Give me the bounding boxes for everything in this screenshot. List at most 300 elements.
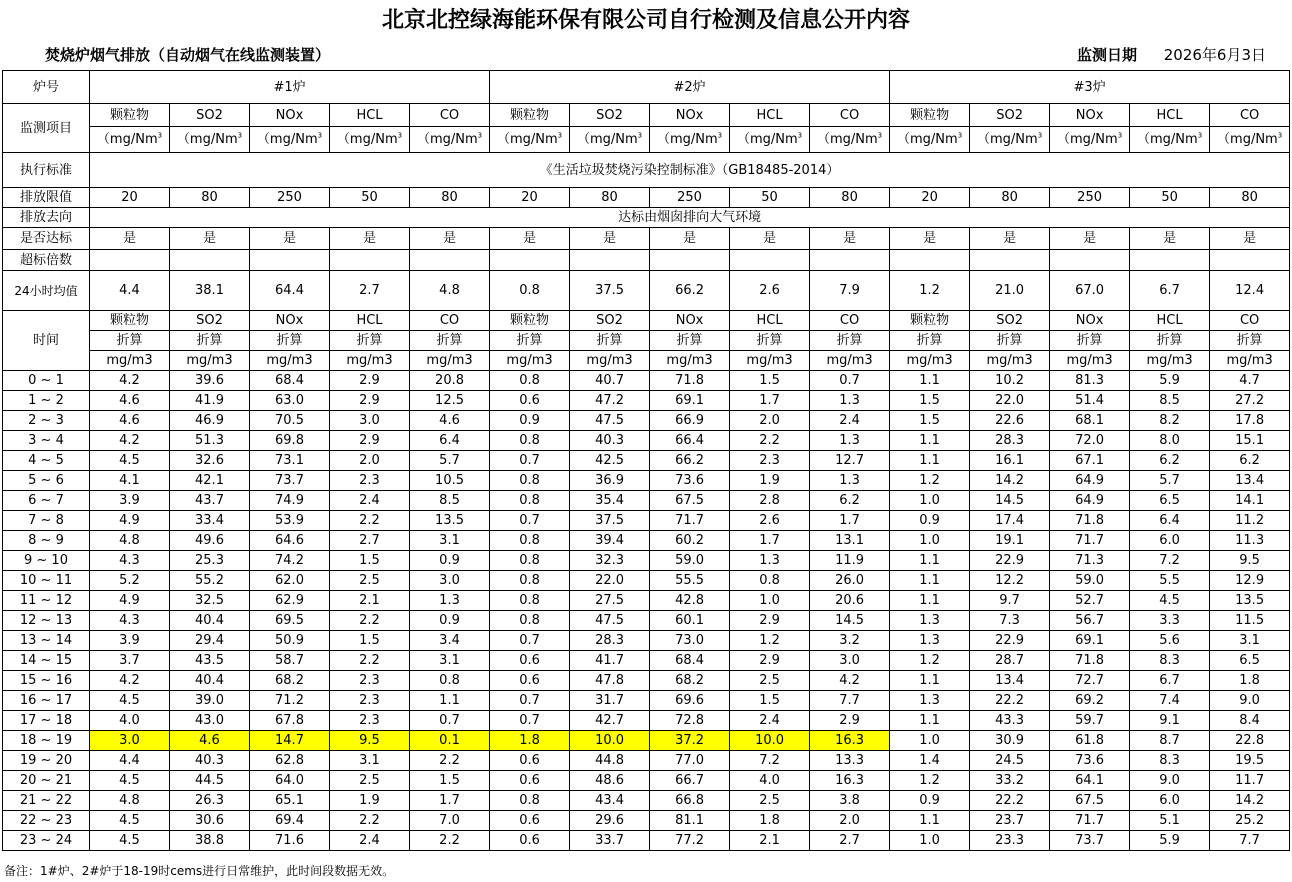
hourly-value: 2.2 <box>330 611 410 631</box>
hourly-value: 1.1 <box>890 811 970 831</box>
compliance-value: 是 <box>410 228 490 250</box>
unit-text: （mg/Nm <box>977 132 1038 147</box>
unit-header <box>1130 127 1210 153</box>
hourly-value: 3.9 <box>90 491 170 511</box>
hourly-value: 44.5 <box>170 771 250 791</box>
hourly-value: 8.3 <box>1130 751 1210 771</box>
average-value: 66.2 <box>650 271 730 311</box>
hourly-pollutant-header: CO <box>810 311 890 331</box>
hourly-value: 30.9 <box>970 731 1050 751</box>
unit-sup: 3 <box>477 131 483 140</box>
hourly-value: 4.2 <box>90 671 170 691</box>
hourly-value: 2.3 <box>330 691 410 711</box>
hourly-value: 9.5 <box>1210 551 1290 571</box>
hourly-value: 2.2 <box>330 651 410 671</box>
hourly-value: 69.4 <box>250 811 330 831</box>
unit-sup: 3 <box>397 131 403 140</box>
hourly-value: 3.1 <box>410 531 490 551</box>
hourly-value: 14.2 <box>1210 791 1290 811</box>
hourly-value: 0.8 <box>490 431 570 451</box>
hourly-value: 4.6 <box>410 411 490 431</box>
hourly-value: 22.8 <box>1210 731 1290 751</box>
hourly-value: 4.3 <box>90 611 170 631</box>
compliance-row <box>3 228 1290 250</box>
hourly-value: 26.0 <box>810 571 890 591</box>
hourly-value: 71.6 <box>250 831 330 851</box>
hourly-value: 1.5 <box>890 411 970 431</box>
hourly-value: 1.3 <box>810 391 890 411</box>
time-slot: 10 ~ 11 <box>3 571 90 591</box>
hourly-value: 9.0 <box>1210 691 1290 711</box>
hourly-value: 6.0 <box>1130 791 1210 811</box>
limit-value: 250 <box>250 188 330 208</box>
hourly-value: 71.8 <box>1050 511 1130 531</box>
hourly-value: 13.4 <box>970 671 1050 691</box>
time-slot: 14 ~ 15 <box>3 651 90 671</box>
hourly-value: 28.7 <box>970 651 1050 671</box>
hourly-value: 0.6 <box>490 391 570 411</box>
hourly-value: 44.8 <box>570 751 650 771</box>
hourly-value: 1.3 <box>890 691 970 711</box>
average-row <box>3 271 1290 311</box>
hourly-value: 60.1 <box>650 611 730 631</box>
hourly-value: 67.1 <box>1050 451 1130 471</box>
unit-text: （mg/Nm <box>1057 132 1118 147</box>
hourly-value: 14.5 <box>810 611 890 631</box>
time-slot: 9 ~ 10 <box>3 551 90 571</box>
hourly-value: 0.8 <box>490 471 570 491</box>
time-slot: 11 ~ 12 <box>3 591 90 611</box>
hourly-value: 53.9 <box>250 511 330 531</box>
limit-value: 20 <box>90 188 170 208</box>
converted-label: 折算 <box>410 331 490 351</box>
hourly-row <box>3 691 1290 711</box>
average-value: 12.4 <box>1210 271 1290 311</box>
exceed-value <box>170 250 250 271</box>
hourly-value: 8.2 <box>1130 411 1210 431</box>
time-slot: 16 ~ 17 <box>3 691 90 711</box>
pollutant-header: SO2 <box>570 104 650 127</box>
hourly-value: 2.2 <box>730 431 810 451</box>
unit-sup: 3 <box>797 131 803 140</box>
pollutant-header: 颗粒物 <box>890 104 970 127</box>
standard-row <box>3 153 1290 188</box>
hourly-value: 2.5 <box>730 671 810 691</box>
hourly-value: 71.7 <box>1050 811 1130 831</box>
compliance-value: 是 <box>570 228 650 250</box>
average-value: 38.1 <box>170 271 250 311</box>
hourly-value: 69.1 <box>1050 631 1130 651</box>
average-value: 21.0 <box>970 271 1050 311</box>
limit-value: 80 <box>1210 188 1290 208</box>
hourly-value: 13.1 <box>810 531 890 551</box>
hourly-value: 22.2 <box>970 791 1050 811</box>
hourly-value: 71.3 <box>1050 551 1130 571</box>
hourly-row <box>3 511 1290 531</box>
hourly-value: 32.3 <box>570 551 650 571</box>
row-label-furnace: 炉号 <box>3 71 90 104</box>
hourly-value: 64.0 <box>250 771 330 791</box>
hourly-value: 2.2 <box>330 811 410 831</box>
hourly-value: 3.1 <box>410 651 490 671</box>
converted-label: 折算 <box>730 331 810 351</box>
unit-sup: 3 <box>957 131 963 140</box>
hourly-value: 66.4 <box>650 431 730 451</box>
hourly-value: 51.3 <box>170 431 250 451</box>
compliance-value: 是 <box>490 228 570 250</box>
exceed-value <box>410 250 490 271</box>
pollutant-header: CO <box>1210 104 1290 127</box>
hourly-row <box>3 371 1290 391</box>
hourly-value: 0.8 <box>730 571 810 591</box>
hourly-value: 33.4 <box>170 511 250 531</box>
hourly-row <box>3 791 1290 811</box>
hourly-value: 1.2 <box>890 651 970 671</box>
row-label-exceed: 超标倍数 <box>3 250 90 271</box>
hourly-value: 15.1 <box>1210 431 1290 451</box>
hourly-value: 23.3 <box>970 831 1050 851</box>
converted-label: 折算 <box>330 331 410 351</box>
hourly-value: 43.7 <box>170 491 250 511</box>
hourly-row <box>3 671 1290 691</box>
hourly-value: 16.3 <box>810 731 890 751</box>
time-slot: 13 ~ 14 <box>3 631 90 651</box>
limit-value: 80 <box>810 188 890 208</box>
unit-sup: 3 <box>1037 131 1043 140</box>
limit-value: 50 <box>1130 188 1210 208</box>
furnace-2-header: #2炉 <box>490 71 890 104</box>
hourly-value: 2.9 <box>330 391 410 411</box>
hourly-value: 3.2 <box>810 631 890 651</box>
unit-header <box>1050 127 1130 153</box>
limit-value: 250 <box>650 188 730 208</box>
hourly-value: 1.9 <box>730 471 810 491</box>
compliance-value: 是 <box>330 228 410 250</box>
hourly-value: 0.8 <box>490 611 570 631</box>
hourly-pollutant-header: 颗粒物 <box>490 311 570 331</box>
hourly-value: 2.0 <box>810 811 890 831</box>
hourly-value: 0.6 <box>490 771 570 791</box>
compliance-value: 是 <box>970 228 1050 250</box>
hourly-value: 25.3 <box>170 551 250 571</box>
standard-text: 《生活垃圾焚烧污染控制标准》（GB18485-2014） <box>90 153 1290 188</box>
hourly-value: 4.5 <box>90 451 170 471</box>
compliance-value: 是 <box>170 228 250 250</box>
hourly-value: 1.0 <box>890 491 970 511</box>
time-slot: 18 ~ 19 <box>3 731 90 751</box>
hourly-value: 62.8 <box>250 751 330 771</box>
hourly-value: 67.8 <box>250 711 330 731</box>
compliance-value: 是 <box>810 228 890 250</box>
hourly-value: 1.1 <box>890 711 970 731</box>
hourly-value: 6.2 <box>810 491 890 511</box>
hourly-value: 4.8 <box>90 531 170 551</box>
hourly-value: 4.5 <box>90 771 170 791</box>
hourly-value: 2.4 <box>810 411 890 431</box>
unit-header <box>490 127 570 153</box>
hourly-value: 0.8 <box>490 371 570 391</box>
hourly-value: 2.3 <box>330 671 410 691</box>
hourly-pollutant-header: HCL <box>330 311 410 331</box>
hourly-value: 0.8 <box>490 531 570 551</box>
row-label-time: 时间 <box>3 311 90 371</box>
hourly-value: 2.9 <box>730 611 810 631</box>
hourly-row <box>3 811 1290 831</box>
average-value: 67.0 <box>1050 271 1130 311</box>
unit-sup: 3 <box>1117 131 1123 140</box>
compliance-value: 是 <box>1210 228 1290 250</box>
converted-label: 折算 <box>250 331 330 351</box>
hourly-row <box>3 651 1290 671</box>
hourly-value: 16.1 <box>970 451 1050 471</box>
hourly-value: 33.2 <box>970 771 1050 791</box>
hourly-value: 65.1 <box>250 791 330 811</box>
hourly-row <box>3 831 1290 851</box>
unit-header <box>90 127 170 153</box>
pollutant-header: 颗粒物 <box>490 104 570 127</box>
hourly-value: 1.7 <box>410 791 490 811</box>
hourly-value: 72.7 <box>1050 671 1130 691</box>
hourly-value: 26.3 <box>170 791 250 811</box>
hourly-value: 7.2 <box>1130 551 1210 571</box>
hourly-value: 1.1 <box>890 371 970 391</box>
hourly-pollutant-header: NOx <box>250 311 330 331</box>
hourly-value: 14.7 <box>250 731 330 751</box>
hourly-value: 22.2 <box>970 691 1050 711</box>
hourly-value: 1.1 <box>890 551 970 571</box>
unit-sup: 3 <box>717 131 723 140</box>
unit-text: （mg/Nm <box>897 132 958 147</box>
exceed-value <box>90 250 170 271</box>
hourly-pollutant-header: SO2 <box>570 311 650 331</box>
hourly-value: 74.9 <box>250 491 330 511</box>
hourly-value: 33.7 <box>570 831 650 851</box>
hourly-value: 71.7 <box>650 511 730 531</box>
hourly-value: 3.8 <box>810 791 890 811</box>
hourly-row <box>3 431 1290 451</box>
exceed-value <box>1050 250 1130 271</box>
section-subtitle: 焚烧炉烟气排放（自动烟气在线监测装置） <box>45 46 331 64</box>
unit-header <box>890 127 970 153</box>
unit-text: （mg/Nm <box>176 132 238 147</box>
hourly-value: 41.9 <box>170 391 250 411</box>
hourly-value: 13.4 <box>1210 471 1290 491</box>
hourly-value: 4.2 <box>90 371 170 391</box>
hourly-row <box>3 531 1290 551</box>
hourly-value: 8.4 <box>1210 711 1290 731</box>
hourly-value: 22.9 <box>970 551 1050 571</box>
hourly-value: 49.6 <box>170 531 250 551</box>
hourly-value: 1.1 <box>410 691 490 711</box>
hourly-value: 6.4 <box>410 431 490 451</box>
hourly-unit: mg/m3 <box>490 351 570 371</box>
hourly-value: 7.4 <box>1130 691 1210 711</box>
hourly-value: 72.0 <box>1050 431 1130 451</box>
unit-text: （mg/Nm <box>656 132 718 147</box>
time-slot: 22 ~ 23 <box>3 811 90 831</box>
hourly-value: 0.6 <box>490 831 570 851</box>
hourly-value: 43.3 <box>970 711 1050 731</box>
hourly-value: 4.0 <box>90 711 170 731</box>
hourly-value: 40.4 <box>170 671 250 691</box>
hourly-value: 3.0 <box>810 651 890 671</box>
hourly-value: 68.4 <box>250 371 330 391</box>
hourly-value: 27.2 <box>1210 391 1290 411</box>
average-value: 6.7 <box>1130 271 1210 311</box>
hourly-value: 5.7 <box>1130 471 1210 491</box>
hourly-value: 42.8 <box>650 591 730 611</box>
hourly-row <box>3 391 1290 411</box>
limit-row <box>3 188 1290 208</box>
hourly-value: 22.0 <box>570 571 650 591</box>
hourly-value: 2.2 <box>410 751 490 771</box>
converted-label: 折算 <box>650 331 730 351</box>
hourly-value: 69.6 <box>650 691 730 711</box>
hourly-value: 4.5 <box>90 691 170 711</box>
hourly-value: 19.5 <box>1210 751 1290 771</box>
hourly-row <box>3 631 1290 651</box>
hourly-row <box>3 591 1290 611</box>
hourly-pollutant-header: CO <box>410 311 490 331</box>
hourly-value: 73.1 <box>250 451 330 471</box>
hourly-value: 1.7 <box>730 391 810 411</box>
converted-label: 折算 <box>170 331 250 351</box>
hourly-unit: mg/m3 <box>250 351 330 371</box>
pollutant-header: HCL <box>330 104 410 127</box>
hourly-value: 10.0 <box>730 731 810 751</box>
hourly-value: 12.2 <box>970 571 1050 591</box>
hourly-value: 1.1 <box>890 591 970 611</box>
hourly-value: 9.7 <box>970 591 1050 611</box>
hourly-value: 56.7 <box>1050 611 1130 631</box>
limit-value: 80 <box>410 188 490 208</box>
average-value: 7.9 <box>810 271 890 311</box>
hourly-value: 22.6 <box>970 411 1050 431</box>
hourly-value: 66.9 <box>650 411 730 431</box>
hourly-value: 1.3 <box>410 591 490 611</box>
exceed-value <box>650 250 730 271</box>
hourly-value: 1.4 <box>890 751 970 771</box>
hourly-value: 8.5 <box>410 491 490 511</box>
hourly-value: 81.1 <box>650 811 730 831</box>
exceed-value <box>250 250 330 271</box>
unit-text: （mg/Nm <box>816 132 878 147</box>
hourly-value: 73.6 <box>1050 751 1130 771</box>
exceed-value <box>810 250 890 271</box>
hourly-row <box>3 571 1290 591</box>
hourly-value: 59.0 <box>1050 571 1130 591</box>
hourly-unit: mg/m3 <box>730 351 810 371</box>
hourly-value: 2.6 <box>730 511 810 531</box>
hourly-value: 6.0 <box>1130 531 1210 551</box>
hourly-value: 10.5 <box>410 471 490 491</box>
hourly-value: 11.9 <box>810 551 890 571</box>
hourly-value: 55.5 <box>650 571 730 591</box>
hourly-value: 2.4 <box>330 491 410 511</box>
hourly-value: 3.1 <box>1210 631 1290 651</box>
hourly-value: 60.2 <box>650 531 730 551</box>
hourly-value: 2.5 <box>330 571 410 591</box>
hourly-value: 7.7 <box>810 691 890 711</box>
hourly-value: 42.5 <box>570 451 650 471</box>
hourly-value: 13.3 <box>810 751 890 771</box>
hourly-value: 2.5 <box>330 771 410 791</box>
hourly-value: 29.6 <box>570 811 650 831</box>
hourly-row <box>3 471 1290 491</box>
unit-text: （mg/Nm <box>1217 132 1278 147</box>
hourly-value: 48.6 <box>570 771 650 791</box>
date-value: 2026年6月3日 <box>1163 46 1266 64</box>
hourly-value: 1.8 <box>1210 671 1290 691</box>
row-label-compliant: 是否达标 <box>3 228 90 250</box>
hourly-value: 5.6 <box>1130 631 1210 651</box>
hourly-value: 67.5 <box>650 491 730 511</box>
average-value: 4.4 <box>90 271 170 311</box>
unit-sup: 3 <box>237 131 243 140</box>
hourly-row <box>3 551 1290 571</box>
unit-sup: 3 <box>1277 131 1283 140</box>
hourly-value: 6.2 <box>1210 451 1290 471</box>
hourly-value: 4.6 <box>170 731 250 751</box>
hourly-value: 73.0 <box>650 631 730 651</box>
row-label-items: 监测项目 <box>3 104 90 153</box>
hourly-value: 8.7 <box>1130 731 1210 751</box>
hourly-value: 47.8 <box>570 671 650 691</box>
time-slot: 12 ~ 13 <box>3 611 90 631</box>
hourly-value: 2.2 <box>410 831 490 851</box>
hourly-value: 10.2 <box>970 371 1050 391</box>
hourly-value: 42.7 <box>570 711 650 731</box>
hourly-pollutant-header: HCL <box>1130 311 1210 331</box>
hourly-value: 3.3 <box>1130 611 1210 631</box>
hourly-value: 3.0 <box>330 411 410 431</box>
compliance-value: 是 <box>1050 228 1130 250</box>
hourly-row <box>3 771 1290 791</box>
hourly-value: 2.4 <box>730 711 810 731</box>
compliance-value: 是 <box>730 228 810 250</box>
hourly-value: 0.6 <box>490 651 570 671</box>
hourly-value: 5.2 <box>90 571 170 591</box>
hourly-value: 2.9 <box>330 371 410 391</box>
hourly-value: 1.5 <box>330 551 410 571</box>
hourly-value: 62.9 <box>250 591 330 611</box>
hourly-value: 7.7 <box>1210 831 1290 851</box>
hourly-value: 6.5 <box>1210 651 1290 671</box>
hourly-value: 31.7 <box>570 691 650 711</box>
limit-value: 80 <box>170 188 250 208</box>
hourly-row <box>3 611 1290 631</box>
hourly-value: 3.4 <box>410 631 490 651</box>
pollutant-header: HCL <box>1130 104 1210 127</box>
hourly-value: 14.5 <box>970 491 1050 511</box>
hourly-value: 1.0 <box>730 591 810 611</box>
hourly-value: 11.3 <box>1210 531 1290 551</box>
hourly-value: 68.2 <box>650 671 730 691</box>
hourly-value: 73.7 <box>1050 831 1130 851</box>
hourly-row <box>3 711 1290 731</box>
hourly-value: 69.5 <box>250 611 330 631</box>
hourly-value: 0.1 <box>410 731 490 751</box>
hourly-value: 40.7 <box>570 371 650 391</box>
hourly-value: 37.2 <box>650 731 730 751</box>
converted-label: 折算 <box>570 331 650 351</box>
hourly-value: 5.1 <box>1130 811 1210 831</box>
unit-sup: 3 <box>637 131 643 140</box>
hourly-value: 2.0 <box>330 451 410 471</box>
monitoring-date <box>1077 43 1266 67</box>
hourly-value: 9.1 <box>1130 711 1210 731</box>
unit-sup: 3 <box>877 131 883 140</box>
